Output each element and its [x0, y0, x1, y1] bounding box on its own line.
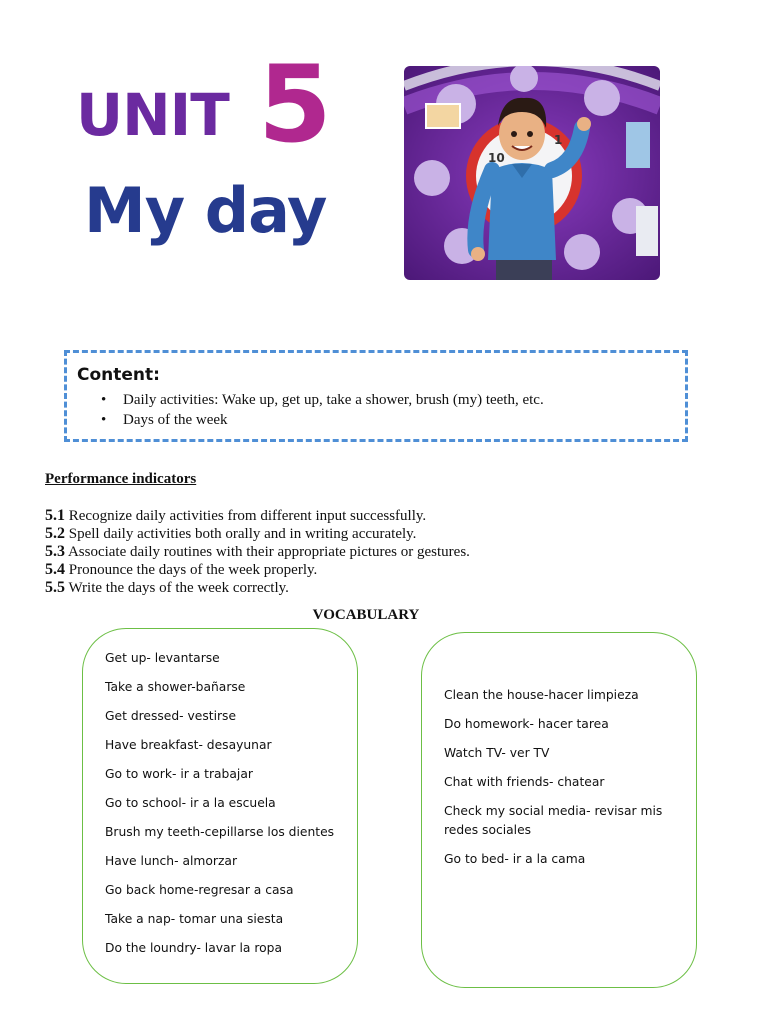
list-item: Clean the house-hacer limpieza — [444, 688, 639, 702]
content-item-text: Days of the week — [123, 412, 228, 428]
vocabulary-list-right — [444, 686, 684, 879]
performance-indicators — [45, 507, 470, 597]
indicator-row — [45, 543, 470, 561]
indicator-number: 5.4 — [45, 561, 65, 578]
list-item: Do the loundry- lavar la ropa — [105, 941, 283, 955]
clock-number-10: 10 — [488, 151, 505, 165]
list-item: Get up- levantarse — [105, 651, 220, 665]
indicator-text: Spell daily activities both orally and in writing accurately. — [68, 526, 417, 542]
bullet-icon: • — [101, 392, 107, 408]
list-item: Watch TV- ver TV — [444, 746, 550, 760]
indicator-text: Recognize daily activities from different input successfully. — [68, 508, 427, 524]
list-item: Go to bed- ir a la cama — [444, 852, 586, 866]
content-item-text: Daily activities: Wake up, get up, take a shower, brush (my) teeth, etc. — [123, 392, 544, 408]
vocabulary-heading: VOCABULARY — [312, 607, 420, 623]
content-list — [101, 390, 544, 430]
indicator-row — [45, 525, 470, 543]
list-item: Chat with friends- chatear — [444, 775, 605, 789]
page-title: My day — [84, 174, 327, 247]
daily-routine-illustration — [404, 66, 660, 280]
list-item: Take a shower-bañarse — [105, 680, 246, 694]
list-item: Do homework- hacer tarea — [444, 717, 609, 731]
list-item — [101, 410, 544, 430]
bullet-icon: • — [101, 412, 107, 428]
indicator-text: Associate daily routines with their appropriate pictures or gestures. — [67, 544, 470, 560]
indicator-number: 5.3 — [45, 543, 65, 560]
list-item: Go to work- ir a trabajar — [105, 767, 253, 781]
list-item: Have lunch- almorzar — [105, 854, 237, 868]
clock-number-1: 1 — [554, 133, 563, 147]
list-item: Take a nap- tomar una siesta — [105, 912, 284, 926]
clock-number-2: 2 — [562, 151, 571, 165]
indicator-text: Write the days of the week correctly. — [68, 580, 289, 596]
clock-number-9: 9 — [484, 172, 493, 186]
indicator-text: Pronounce the days of the week properly. — [68, 562, 318, 578]
vocabulary-list-left — [105, 649, 345, 968]
list-item: Go back home-regresar a casa — [105, 883, 294, 897]
list-item: Brush my teeth-cepillarse los dientes — [105, 825, 335, 839]
indicator-number: 5.5 — [45, 579, 65, 596]
indicator-number: 5.1 — [45, 507, 65, 524]
performance-heading: Performance indicators — [45, 471, 197, 487]
unit-word: UNIT — [76, 81, 229, 149]
indicator-row — [45, 507, 470, 525]
indicator-row — [45, 579, 470, 597]
vocabulary-box-left — [82, 628, 358, 984]
list-item: Check my social media- revisar mis redes sociales — [444, 804, 663, 837]
content-heading: Content: — [77, 365, 160, 385]
list-item: Go to school- ir a la escuela — [105, 796, 276, 810]
unit-number: 5 — [258, 43, 332, 166]
list-item: Have breakfast- desayunar — [105, 738, 272, 752]
boy-with-clock-image — [404, 66, 660, 280]
indicator-number: 5.2 — [45, 525, 65, 542]
content-box — [64, 350, 688, 442]
vocabulary-box-right — [421, 632, 697, 988]
list-item: Get dressed- vestirse — [105, 709, 237, 723]
list-item — [101, 390, 544, 410]
indicator-row — [45, 561, 470, 579]
